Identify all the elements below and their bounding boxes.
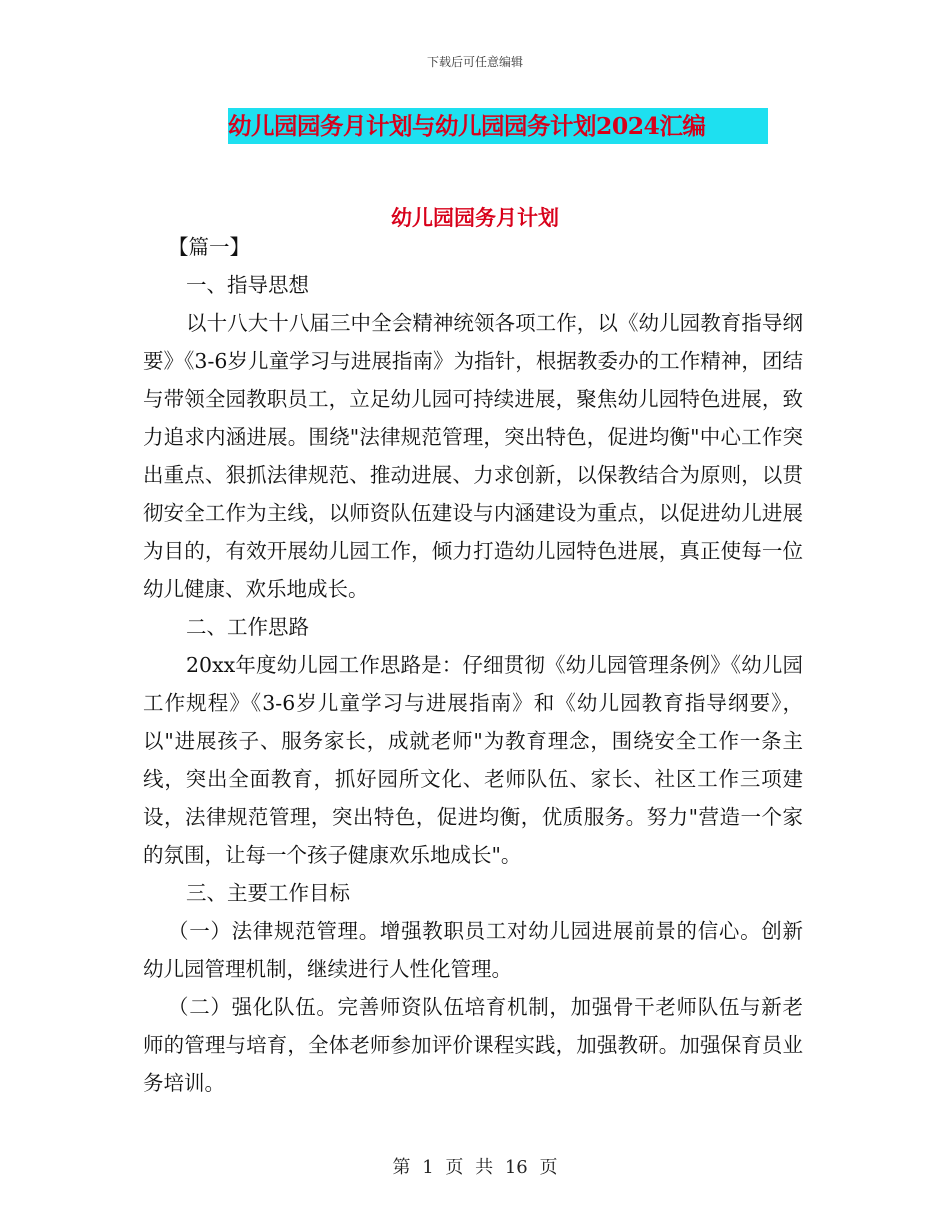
header-note: 下载后可任意编辑 xyxy=(426,55,523,69)
section-title: 幼儿园园务月计划 xyxy=(391,205,559,230)
heading-guiding-ideology: 一、指导思想 xyxy=(186,273,309,297)
paragraph-goal-1: （一）法律规范管理。增强教职员工对幼儿园进展前景的信心。创新幼儿园管理机制，继续进行人性化管理。 xyxy=(143,919,803,981)
part-label: 【篇一】 xyxy=(168,235,250,259)
paragraph-goal-2: （二）强化队伍。完善师资队伍培育机制，加强骨干老师队伍与新老师的管理与培育，全体老师参加评价课程实践，加强教研。加强保育员业务培训。 xyxy=(143,995,803,1095)
paragraph-guiding-ideology: 以十八大十八届三中全会精神统领各项工作，以《幼儿园教育指导纲要》《3-6岁儿童学习与进展指南》为指针，根据教委办的工作精神，团结与带领全园教职员工，立足幼儿园可持续进展，聚焦幼儿园特色进展，致力追求内涵进展。围绕"法律规范管理，突出特色，促进均衡"中心工作突出重点、狠抓法律规范、推动进展、力求创新，以保教结合为原则，以贯彻安全工作为主线，以师资队伍建设与内涵建设为重点，以促进幼儿进展为目的，有效开展幼儿园工作，倾力打造幼儿园特色进展，真正使每一位幼儿健康、欢乐地成长。 xyxy=(143,311,803,601)
paragraph-work-ideas: 20xx年度幼儿园工作思路是：仔细贯彻《幼儿园管理条例》《幼儿园工作规程》《3-6岁儿童学习与进展指南》和《幼儿园教育指导纲要》，以"进展孩子、服务家长，成就老师"为教育理念，围绕安全工作一条主线，突出全面教育，抓好园所文化、老师队伍、家长、社区工作三项建设，法律规范管理，突出特色，促进均衡，优质服务。努力"营造一个家的氛围，让每一个孩子健康欢乐地成长"。 xyxy=(143,653,803,867)
heading-main-goals: 三、主要工作目标 xyxy=(186,881,350,905)
document-title: 幼儿园园务月计划与幼儿园园务计划2024汇编 xyxy=(228,108,768,144)
page-footer: 第 1 页 共 16 页 xyxy=(392,1157,558,1178)
document-body xyxy=(143,228,803,1102)
heading-work-ideas: 二、工作思路 xyxy=(186,615,309,639)
